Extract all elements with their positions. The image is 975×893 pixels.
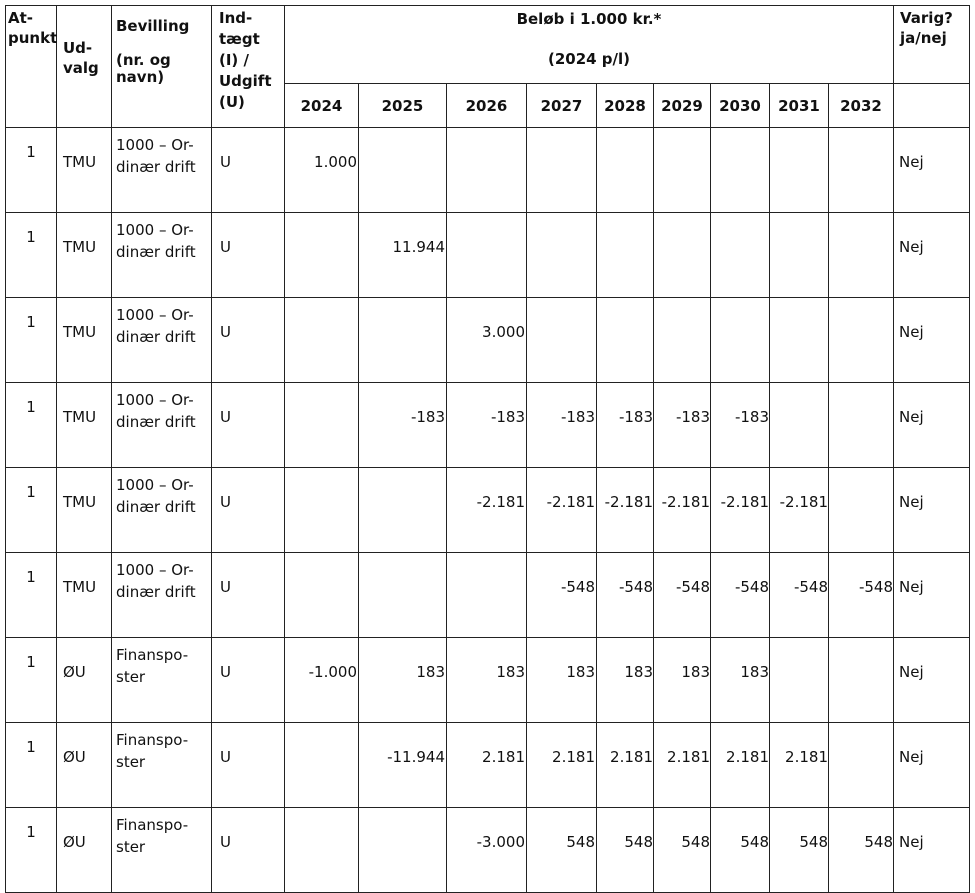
amount-cell: 548	[711, 808, 770, 893]
amount-cell: 2.181	[654, 723, 711, 808]
amount-cell: -548	[597, 553, 654, 638]
amount-cell: -183	[527, 383, 597, 468]
table-row	[6, 638, 970, 723]
bevilling-cell: 1000 – Or- dinær drift	[112, 553, 212, 638]
table-row	[6, 383, 970, 468]
amount-cell: -548	[527, 553, 597, 638]
atpunkt-cell: 1	[6, 298, 57, 383]
amount-cell: -2.181	[527, 468, 597, 553]
amount-cell	[829, 638, 894, 723]
amount-cell	[770, 638, 829, 723]
atpunkt-cell: 1	[6, 383, 57, 468]
udvalg-cell: TMU	[57, 128, 112, 213]
amount-cell: -183	[654, 383, 711, 468]
amount-cell	[359, 468, 447, 553]
bevilling-cell: Finanspo- ster	[112, 723, 212, 808]
amount-cell: 183	[711, 638, 770, 723]
table-row	[6, 723, 970, 808]
amount-cell: -183	[447, 383, 527, 468]
udvalg-cell: TMU	[57, 213, 112, 298]
amount-cell: -2.181	[447, 468, 527, 553]
varig-cell: Nej	[894, 808, 970, 893]
year-header: 2026	[447, 84, 527, 128]
amount-cell: 183	[447, 638, 527, 723]
varig-cell: Nej	[894, 468, 970, 553]
amount-cell: -2.181	[711, 468, 770, 553]
amount-cell	[447, 213, 527, 298]
amount-cell	[527, 213, 597, 298]
year-header-empty	[894, 84, 970, 128]
amount-cell	[711, 213, 770, 298]
header-indtaegt-udgift: Ind- tægt (I) / Udgift (U)	[212, 6, 285, 128]
amount-cell	[359, 808, 447, 893]
amount-subtitle: (2024 p/l)	[547, 50, 631, 68]
header-atpunkt: At- punkt	[6, 6, 57, 128]
amount-cell: -183	[597, 383, 654, 468]
amount-cell	[711, 298, 770, 383]
amount-cell	[285, 808, 359, 893]
atpunkt-cell: 1	[6, 553, 57, 638]
amount-cell: -2.181	[770, 468, 829, 553]
amount-cell	[447, 128, 527, 213]
amount-cell: -2.181	[597, 468, 654, 553]
amount-cell: -183	[711, 383, 770, 468]
amount-cell	[597, 298, 654, 383]
varig-cell: Nej	[894, 723, 970, 808]
udvalg-cell: TMU	[57, 553, 112, 638]
indtaegt-udgift-cell: U	[212, 128, 285, 213]
amount-cell	[770, 383, 829, 468]
varig-cell: Nej	[894, 128, 970, 213]
amount-cell	[597, 128, 654, 213]
udvalg-cell: ØU	[57, 808, 112, 893]
varig-cell: Nej	[894, 213, 970, 298]
udvalg-cell: TMU	[57, 383, 112, 468]
atpunkt-cell: 1	[6, 723, 57, 808]
amount-cell: 548	[527, 808, 597, 893]
varig-cell: Nej	[894, 383, 970, 468]
amount-cell: 2.181	[597, 723, 654, 808]
amount-cell	[285, 723, 359, 808]
amount-cell: -2.181	[654, 468, 711, 553]
indtaegt-udgift-cell: U	[212, 213, 285, 298]
amount-cell: 3.000	[447, 298, 527, 383]
udvalg-cell: TMU	[57, 468, 112, 553]
bevilling-cell: 1000 – Or- dinær drift	[112, 128, 212, 213]
year-header: 2032	[829, 84, 894, 128]
amount-cell	[829, 468, 894, 553]
amount-cell	[829, 213, 894, 298]
amount-cell	[711, 128, 770, 213]
amount-cell: 183	[654, 638, 711, 723]
amount-cell	[285, 383, 359, 468]
amount-cell	[285, 468, 359, 553]
amount-cell	[829, 383, 894, 468]
udvalg-cell: ØU	[57, 638, 112, 723]
amount-cell: -3.000	[447, 808, 527, 893]
header-varig: Varig? ja/nej	[894, 6, 970, 84]
table-row	[6, 213, 970, 298]
amount-cell: 11.944	[359, 213, 447, 298]
indtaegt-udgift-cell: U	[212, 723, 285, 808]
amount-cell	[527, 128, 597, 213]
amount-cell: 548	[770, 808, 829, 893]
year-header: 2031	[770, 84, 829, 128]
varig-cell: Nej	[894, 638, 970, 723]
varig-cell: Nej	[894, 298, 970, 383]
amount-cell	[359, 298, 447, 383]
amount-cell: 2.181	[527, 723, 597, 808]
bevilling-cell: Finanspo- ster	[112, 638, 212, 723]
amount-cell: -11.944	[359, 723, 447, 808]
amount-cell	[527, 298, 597, 383]
amount-cell: 2.181	[770, 723, 829, 808]
amount-title: Beløb i 1.000 kr.*	[516, 10, 662, 28]
amount-cell	[829, 128, 894, 213]
amount-cell	[770, 298, 829, 383]
amount-cell: 183	[597, 638, 654, 723]
udvalg-cell: TMU	[57, 298, 112, 383]
indtaegt-udgift-cell: U	[212, 298, 285, 383]
amount-cell	[285, 553, 359, 638]
bevilling-cell: 1000 – Or- dinær drift	[112, 383, 212, 468]
indtaegt-udgift-cell: U	[212, 468, 285, 553]
amount-cell	[359, 553, 447, 638]
header-amount	[285, 6, 894, 84]
table-row	[6, 553, 970, 638]
bevilling-cell: 1000 – Or- dinær drift	[112, 298, 212, 383]
bevilling-cell: Finanspo- ster	[112, 808, 212, 893]
indtaegt-udgift-cell: U	[212, 553, 285, 638]
table-row	[6, 128, 970, 213]
amount-cell: -1.000	[285, 638, 359, 723]
indtaegt-udgift-cell: U	[212, 808, 285, 893]
amount-cell	[447, 553, 527, 638]
year-header: 2025	[359, 84, 447, 128]
amount-cell	[285, 213, 359, 298]
amount-cell	[654, 213, 711, 298]
atpunkt-cell: 1	[6, 638, 57, 723]
amount-cell	[829, 723, 894, 808]
indtaegt-udgift-cell: U	[212, 383, 285, 468]
year-header: 2030	[711, 84, 770, 128]
year-header: 2024	[285, 84, 359, 128]
bevilling-cell: 1000 – Or- dinær drift	[112, 213, 212, 298]
amount-cell	[285, 298, 359, 383]
varig-cell: Nej	[894, 553, 970, 638]
amount-cell: -548	[711, 553, 770, 638]
amount-cell: -183	[359, 383, 447, 468]
udvalg-cell: ØU	[57, 723, 112, 808]
amount-cell: 2.181	[711, 723, 770, 808]
amount-cell	[654, 298, 711, 383]
indtaegt-udgift-cell: U	[212, 638, 285, 723]
amount-cell: 183	[359, 638, 447, 723]
amount-cell: -548	[770, 553, 829, 638]
atpunkt-cell: 1	[6, 213, 57, 298]
year-header: 2027	[527, 84, 597, 128]
amount-cell: -548	[829, 553, 894, 638]
table-row	[6, 808, 970, 893]
atpunkt-cell: 1	[6, 128, 57, 213]
header-bevilling: Bevilling (nr. og navn)	[112, 6, 212, 128]
table-row	[6, 468, 970, 553]
amount-cell: 1.000	[285, 128, 359, 213]
budget-table	[5, 5, 970, 893]
year-header: 2028	[597, 84, 654, 128]
amount-cell	[770, 213, 829, 298]
amount-cell	[770, 128, 829, 213]
atpunkt-cell: 1	[6, 468, 57, 553]
amount-cell: 548	[654, 808, 711, 893]
year-header: 2029	[654, 84, 711, 128]
amount-cell: 183	[527, 638, 597, 723]
amount-cell	[654, 128, 711, 213]
amount-cell: 548	[829, 808, 894, 893]
amount-cell	[359, 128, 447, 213]
amount-cell	[829, 298, 894, 383]
bevilling-cell: 1000 – Or- dinær drift	[112, 468, 212, 553]
table-row	[6, 298, 970, 383]
amount-cell: 2.181	[447, 723, 527, 808]
header-udvalg: Ud- valg	[57, 6, 112, 128]
amount-cell: -548	[654, 553, 711, 638]
amount-cell	[597, 213, 654, 298]
atpunkt-cell: 1	[6, 808, 57, 893]
amount-cell: 548	[597, 808, 654, 893]
